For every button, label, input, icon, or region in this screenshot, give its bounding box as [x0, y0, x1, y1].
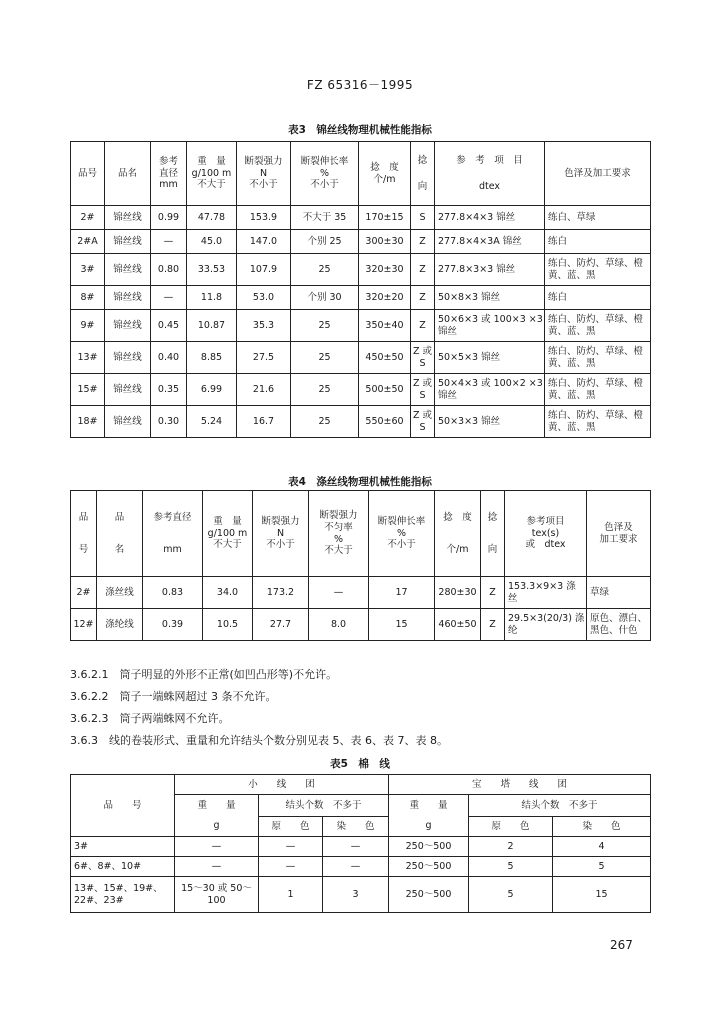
- t3-cell-diameter: 0.40: [151, 342, 187, 374]
- table3-row: [71, 342, 651, 374]
- t4-cell-reference: 29.5×3(20/3) 涤纶: [505, 609, 587, 641]
- t5-h-tower: 宝 塔 线 团: [389, 775, 651, 795]
- t3-h-twist: 捻 度 个/m: [359, 142, 411, 206]
- t3-cell-twist: 450±50: [359, 342, 411, 374]
- t4-h-elongation: 断裂伸长率 % 不小于: [369, 491, 435, 577]
- t4-cell-elongation: 15: [369, 609, 435, 641]
- t3-cell-strength: 153.9: [237, 206, 291, 230]
- t4-cell-twist: 280±30: [435, 577, 481, 609]
- t3-cell-reference: 277.8×4×3 锦丝: [435, 206, 545, 230]
- t3-h-diameter: 参考 直径 mm: [151, 142, 187, 206]
- t3-cell-direction: Z: [411, 254, 435, 286]
- t5-h-tower-knots: 结头个数 不多于: [469, 795, 651, 817]
- t3-cell-code: 3#: [71, 254, 105, 286]
- t3-cell-twist: 170±15: [359, 206, 411, 230]
- t4-h-diameter: 参考直径 mm: [143, 491, 203, 577]
- t3-cell-name: 锦丝线: [105, 310, 151, 342]
- t3-cell-strength: 21.6: [237, 374, 291, 406]
- t3-cell-code: 2#A: [71, 230, 105, 254]
- t3-cell-code: 18#: [71, 406, 105, 438]
- table5-row: [71, 837, 651, 857]
- paragraph-3-6-2-3: 3.6.2.3 筒子两端蛛网不允许。: [70, 712, 230, 725]
- t5-h-tower-dyed: 染 色: [553, 817, 651, 837]
- t3-cell-reference: 50×3×3 锦丝: [435, 406, 545, 438]
- t3-cell-elongation: 25: [291, 310, 359, 342]
- t5-cell-tower-orig: 5: [469, 877, 553, 913]
- t5-cell-tower-dyed: 5: [553, 857, 651, 877]
- t3-cell-code: 2#: [71, 206, 105, 230]
- t3-cell-direction: Z: [411, 310, 435, 342]
- t3-cell-name: 锦丝线: [105, 406, 151, 438]
- t5-cell-small-orig: —: [259, 857, 323, 877]
- t3-cell-direction: S: [411, 206, 435, 230]
- t5-cell-small-weight: 15～30 或 50～100: [175, 877, 259, 913]
- t5-h-code: 品 号: [71, 775, 175, 837]
- t5-h-small-orig: 原 色: [259, 817, 323, 837]
- t5-cell-tower-dyed: 15: [553, 877, 651, 913]
- t3-cell-reference: 50×4×3 或 100×2 ×3 锦丝: [435, 374, 545, 406]
- table3: [70, 141, 651, 438]
- t4-h-weight: 重 量 g/100 m 不大于: [203, 491, 253, 577]
- t3-cell-direction: Z: [411, 286, 435, 310]
- table3-row: [71, 374, 651, 406]
- t3-cell-direction: Z 或 S: [411, 342, 435, 374]
- t3-h-name: 品名: [105, 142, 151, 206]
- t4-cell-name: 涤纶线: [97, 609, 143, 641]
- t5-cell-small-dyed: 3: [323, 877, 389, 913]
- t5-h-small-dyed: 染 色: [323, 817, 389, 837]
- t3-h-code: 品号: [71, 142, 105, 206]
- t3-cell-diameter: —: [151, 286, 187, 310]
- t5-h-tower-weight: 重 量 g: [389, 795, 469, 837]
- table5-header-row-1: [71, 775, 651, 795]
- table5-row: [71, 877, 651, 913]
- table3-row: [71, 286, 651, 310]
- t5-cell-small-dyed: —: [323, 837, 389, 857]
- t3-cell-twist: 350±40: [359, 310, 411, 342]
- t3-cell-strength: 53.0: [237, 286, 291, 310]
- t3-cell-reference: 277.8×3×3 锦丝: [435, 254, 545, 286]
- table5: [70, 774, 651, 913]
- table3-header-row: [71, 142, 651, 206]
- t3-cell-weight: 47.78: [187, 206, 237, 230]
- t4-cell-elongation: 17: [369, 577, 435, 609]
- table3-row: [71, 206, 651, 230]
- t5-cell-code: 13#、15#、19#、22#、23#: [71, 877, 175, 913]
- t3-h-elongation: 断裂伸长率 % 不小于: [291, 142, 359, 206]
- table3-row: [71, 254, 651, 286]
- t4-cell-color: 原色、漂白、黑色、什色: [587, 609, 651, 641]
- table3-row: [71, 310, 651, 342]
- t3-cell-elongation: 个别 25: [291, 230, 359, 254]
- t4-cell-diameter: 0.83: [143, 577, 203, 609]
- table5-caption: 表5 棉 线: [330, 758, 390, 770]
- t4-h-twist: 捻 度 个/m: [435, 491, 481, 577]
- t5-cell-small-weight: —: [175, 857, 259, 877]
- t3-cell-name: 锦丝线: [105, 230, 151, 254]
- table3-caption: 表3 锦丝线物理机械性能指标: [288, 124, 432, 136]
- t3-cell-diameter: 0.30: [151, 406, 187, 438]
- t4-h-color: 色泽及 加工要求: [587, 491, 651, 577]
- t3-cell-reference: 277.8×4×3A 锦丝: [435, 230, 545, 254]
- t3-cell-strength: 107.9: [237, 254, 291, 286]
- t3-cell-strength: 27.5: [237, 342, 291, 374]
- t5-cell-tower-weight: 250～500: [389, 857, 469, 877]
- t4-h-direction: 捻 向: [481, 491, 505, 577]
- t3-cell-reference: 50×8×3 锦丝: [435, 286, 545, 310]
- t3-cell-elongation: 25: [291, 342, 359, 374]
- t3-h-ref: 参 考 项 目 dtex: [435, 142, 545, 206]
- t5-cell-tower-weight: 250～500: [389, 877, 469, 913]
- table4-caption: 表4 涤丝线物理机械性能指标: [288, 476, 432, 488]
- table4-row: [71, 577, 651, 609]
- t3-cell-strength: 35.3: [237, 310, 291, 342]
- t3-cell-twist: 320±20: [359, 286, 411, 310]
- t4-h-name: 品 名: [97, 491, 143, 577]
- t3-cell-code: 13#: [71, 342, 105, 374]
- t3-cell-weight: 11.8: [187, 286, 237, 310]
- t5-h-small: 小 线 团: [175, 775, 389, 795]
- t5-cell-tower-weight: 250～500: [389, 837, 469, 857]
- t3-h-strength: 断裂强力 N 不小于: [237, 142, 291, 206]
- t5-cell-tower-orig: 2: [469, 837, 553, 857]
- t3-cell-reference: 50×5×3 锦丝: [435, 342, 545, 374]
- t4-h-ref: 参考项目 tex(s) 或 dtex: [505, 491, 587, 577]
- t4-h-cv: 断裂强力 不匀率 % 不大于: [309, 491, 369, 577]
- t4-cell-cv: 8.0: [309, 609, 369, 641]
- t3-cell-name: 锦丝线: [105, 206, 151, 230]
- t4-cell-name: 涤丝线: [97, 577, 143, 609]
- t3-cell-color: 练白、草绿: [545, 206, 651, 230]
- t3-cell-diameter: —: [151, 230, 187, 254]
- t3-cell-twist: 500±50: [359, 374, 411, 406]
- t3-cell-weight: 5.24: [187, 406, 237, 438]
- t3-cell-color: 练白、防灼、草绿、橙黄、蓝、黑: [545, 254, 651, 286]
- t3-cell-elongation: 25: [291, 374, 359, 406]
- t4-cell-code: 12#: [71, 609, 97, 641]
- t4-cell-color: 草绿: [587, 577, 651, 609]
- t5-cell-small-orig: 1: [259, 877, 323, 913]
- t3-cell-strength: 16.7: [237, 406, 291, 438]
- t3-cell-name: 锦丝线: [105, 254, 151, 286]
- t5-cell-code: 3#: [71, 837, 175, 857]
- t4-cell-twist: 460±50: [435, 609, 481, 641]
- t3-cell-strength: 147.0: [237, 230, 291, 254]
- t3-h-color: 色泽及加工要求: [545, 142, 651, 206]
- t3-cell-code: 15#: [71, 374, 105, 406]
- t3-cell-twist: 550±60: [359, 406, 411, 438]
- t3-cell-name: 锦丝线: [105, 286, 151, 310]
- t4-cell-direction: Z: [481, 577, 505, 609]
- t3-cell-name: 锦丝线: [105, 342, 151, 374]
- t4-cell-strength: 173.2: [253, 577, 309, 609]
- t4-cell-direction: Z: [481, 609, 505, 641]
- t3-cell-color: 练白: [545, 286, 651, 310]
- table3-row: [71, 230, 651, 254]
- table5-row: [71, 857, 651, 877]
- t5-cell-small-orig: —: [259, 837, 323, 857]
- t4-cell-reference: 153.3×9×3 涤丝: [505, 577, 587, 609]
- t3-cell-twist: 300±30: [359, 230, 411, 254]
- t3-cell-diameter: 0.35: [151, 374, 187, 406]
- t3-cell-diameter: 0.45: [151, 310, 187, 342]
- t3-cell-diameter: 0.99: [151, 206, 187, 230]
- table4: [70, 490, 651, 641]
- t3-cell-color: 练白: [545, 230, 651, 254]
- t3-cell-weight: 10.87: [187, 310, 237, 342]
- t3-cell-color: 练白、防灼、草绿、橙黄、蓝、黑: [545, 406, 651, 438]
- t4-h-code: 品 号: [71, 491, 97, 577]
- table3-row: [71, 406, 651, 438]
- t3-cell-elongation: 个别 30: [291, 286, 359, 310]
- t3-cell-reference: 50×6×3 或 100×3 ×3 锦丝: [435, 310, 545, 342]
- t3-cell-color: 练白、防灼、草绿、橙黄、蓝、黑: [545, 374, 651, 406]
- t3-cell-weight: 6.99: [187, 374, 237, 406]
- t3-cell-diameter: 0.80: [151, 254, 187, 286]
- t3-cell-direction: Z 或 S: [411, 374, 435, 406]
- table4-row: [71, 609, 651, 641]
- t5-h-small-knots: 结头个数 不多于: [259, 795, 389, 817]
- t5-cell-small-weight: —: [175, 837, 259, 857]
- t3-cell-color: 练白、防灼、草绿、橙黄、蓝、黑: [545, 342, 651, 374]
- t4-cell-weight: 34.0: [203, 577, 253, 609]
- t3-cell-weight: 33.53: [187, 254, 237, 286]
- t3-cell-code: 9#: [71, 310, 105, 342]
- standard-header: FZ 65316－1995: [306, 78, 414, 92]
- paragraph-3-6-2-2: 3.6.2.2 筒子一端蛛网超过 3 条不允许。: [70, 690, 277, 703]
- t3-cell-elongation: 25: [291, 254, 359, 286]
- t5-h-small-weight: 重 量 g: [175, 795, 259, 837]
- t5-cell-tower-dyed: 4: [553, 837, 651, 857]
- t4-cell-cv: —: [309, 577, 369, 609]
- t3-cell-name: 锦丝线: [105, 374, 151, 406]
- page-number: 267: [610, 938, 633, 952]
- t3-cell-weight: 8.85: [187, 342, 237, 374]
- t3-cell-code: 8#: [71, 286, 105, 310]
- t3-cell-direction: Z: [411, 230, 435, 254]
- t4-h-strength: 断裂强力 N 不小于: [253, 491, 309, 577]
- t3-cell-weight: 45.0: [187, 230, 237, 254]
- t3-cell-elongation: 不大于 35: [291, 206, 359, 230]
- t4-cell-diameter: 0.39: [143, 609, 203, 641]
- t4-cell-weight: 10.5: [203, 609, 253, 641]
- paragraph-3-6-3: 3.6.3 线的卷装形式、重量和允许结头个数分别见表 5、表 6、表 7、表 8。: [70, 734, 448, 747]
- paragraph-3-6-2-1: 3.6.2.1 筒子明显的外形不正常(如凹凸形等)不允许。: [70, 668, 338, 681]
- t3-cell-color: 练白、防灼、草绿、橙黄、蓝、黑: [545, 310, 651, 342]
- t5-cell-small-dyed: —: [323, 857, 389, 877]
- t5-h-tower-orig: 原 色: [469, 817, 553, 837]
- table4-header-row: [71, 491, 651, 577]
- t3-cell-direction: Z 或 S: [411, 406, 435, 438]
- t4-cell-code: 2#: [71, 577, 97, 609]
- t5-cell-code: 6#、8#、10#: [71, 857, 175, 877]
- t4-cell-strength: 27.7: [253, 609, 309, 641]
- t3-cell-twist: 320±30: [359, 254, 411, 286]
- t3-h-direction: 捻 向: [411, 142, 435, 206]
- t5-cell-tower-orig: 5: [469, 857, 553, 877]
- t3-cell-elongation: 25: [291, 406, 359, 438]
- t3-h-weight: 重 量 g/100 m 不大于: [187, 142, 237, 206]
